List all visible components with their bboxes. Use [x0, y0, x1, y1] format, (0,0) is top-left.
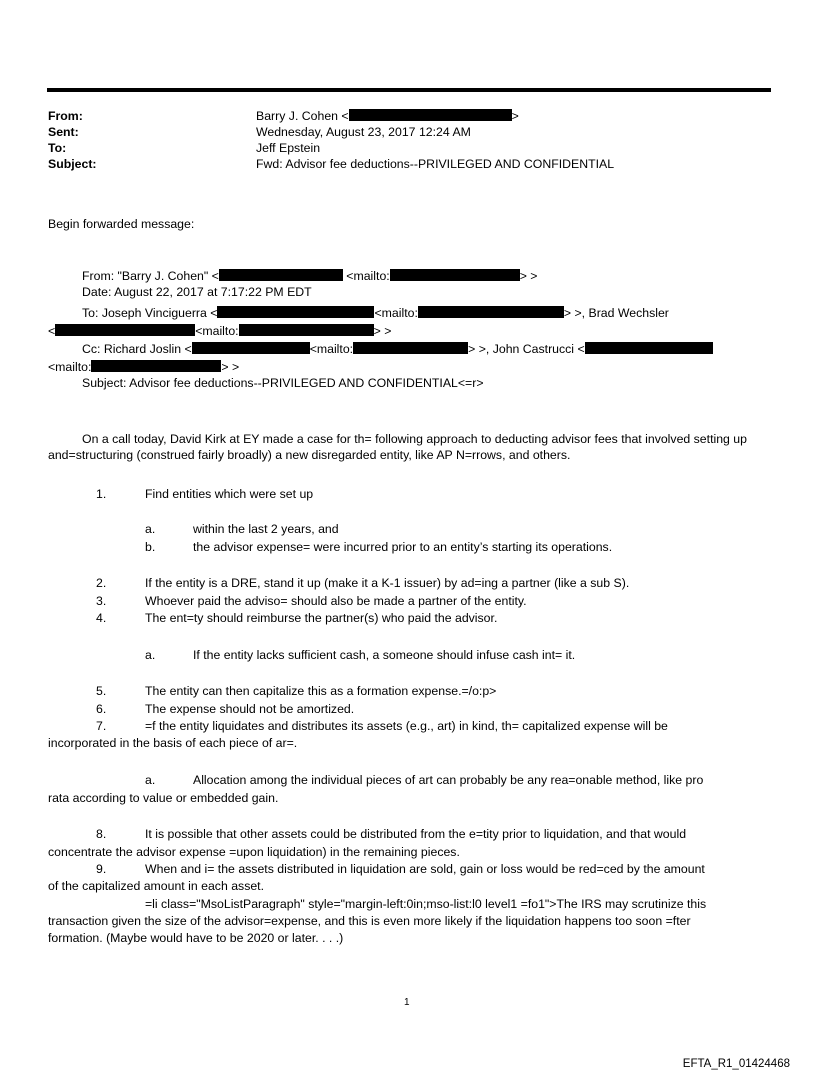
list-item-text: concentrate the advisor expense =upon liquidation) in the remaining pieces.	[48, 845, 460, 859]
list-item-text: The entity can then capitalize this as a formation expense.=/o:p>	[145, 684, 497, 698]
list-item-text: within the last 2 years, and	[193, 522, 339, 536]
list-number: 2.	[96, 576, 107, 590]
fwd-to-cont: < <mailto: > >	[48, 324, 392, 338]
list-number: 9.	[96, 862, 107, 876]
list-item-text: Allocation among the individual pieces of art can probably be any rea=onable method, like pro	[193, 773, 704, 787]
list-item-text: rata according to value or embedded gain.	[48, 791, 279, 805]
fwd-cc-cont: <mailto: > >	[48, 360, 240, 374]
list-item-text: Find entities which were set up	[145, 487, 314, 501]
sent-label: Sent:	[48, 125, 79, 139]
list-item-text: It is possible that other assets could be distributed from the e=tity prior to liquidation, and that would	[145, 827, 687, 841]
list-item-text: formation. (Maybe would have to be 2020 or later. . . .)	[48, 931, 344, 945]
to-label: To:	[48, 141, 67, 155]
subject-label: Subject:	[48, 157, 97, 171]
redaction-bar	[239, 324, 374, 336]
list-number: a.	[145, 648, 156, 662]
from-value: Barry J. Cohen < >	[256, 109, 519, 123]
list-number: 4.	[96, 611, 107, 625]
list-item-text: If the entity lacks sufficient cash, a someone should infuse cash int= it.	[193, 648, 576, 662]
header-rule	[47, 88, 771, 92]
body-paragraph: On a call today, David Kirk at EY made a case for th= following approach to deducting advisor fees that involved setting up and=structuring (construed fairly broadly) a new disregarded entity, like AP N=rrows, and others.	[48, 432, 747, 462]
list-item-text: When and i= the assets distributed in liquidation are sold, gain or loss would be red=ced by the amount	[145, 862, 705, 876]
redaction-bar	[219, 269, 343, 281]
page-number: 1	[404, 997, 410, 1008]
list-item-text: If the entity is a DRE, stand it up (make it a K-1 issuer) by ad=ing a partner (like a sub S).	[145, 576, 630, 590]
list-number: 8.	[96, 827, 107, 841]
list-number: 7.	[96, 719, 107, 733]
redaction-bar	[585, 342, 713, 354]
document-id: EFTA_R1_01424468	[682, 1058, 790, 1070]
redaction-bar	[192, 342, 310, 354]
list-number: 3.	[96, 594, 107, 608]
list-item-text: =li class="MsoListParagraph" style="margin-left:0in;mso-list:l0 level1 =fo1">The IRS may scrutinize this	[145, 897, 707, 911]
to-value: Jeff Epstein	[256, 141, 321, 155]
subject-value: Fwd: Advisor fee deductions--PRIVILEGED AND CONFIDENTIAL	[256, 157, 615, 171]
list-number: a.	[145, 773, 156, 787]
list-number: 6.	[96, 702, 107, 716]
from-label: From:	[48, 109, 83, 123]
list-item-text: incorporated in the basis of each piece of ar=.	[48, 736, 298, 750]
redaction-bar	[55, 324, 195, 336]
fwd-date: Date: August 22, 2017 at 7:17:22 PM EDT	[82, 285, 312, 299]
list-item-text: The ent=ty should reimburse the partner(s) who paid the advisor.	[145, 611, 498, 625]
list-item-text: The expense should not be amortized.	[145, 702, 355, 716]
intro-text: Begin forwarded message:	[48, 217, 195, 231]
redaction-bar	[217, 306, 374, 318]
list-item-text: Whoever paid the adviso= should also be made a partner of the entity.	[145, 594, 527, 608]
fwd-subject: Subject: Advisor fee deductions--PRIVILEGED AND CONFIDENTIAL<=r>	[82, 376, 484, 390]
redaction-bar	[353, 342, 468, 354]
redaction-bar	[91, 360, 221, 372]
list-number: a.	[145, 522, 156, 536]
fwd-cc: Cc: Richard Joslin < <mailto: > >, John Castrucci <	[82, 342, 713, 358]
redaction-bar	[418, 306, 564, 318]
list-number: 5.	[96, 684, 107, 698]
redaction-bar	[349, 109, 512, 121]
list-number: 1.	[96, 487, 107, 501]
fwd-to: To: Joseph Vinciguerra < <mailto: > >, Brad Wechsler	[82, 306, 669, 320]
redaction-bar	[390, 269, 520, 281]
list-item-text: transaction given the size of the advisor=expense, and this is even more likely if the liquidation happens too soon =fter	[48, 914, 691, 928]
list-number: b.	[145, 540, 156, 554]
list-item-text: of the capitalized amount in each asset.	[48, 879, 265, 893]
sent-value: Wednesday, August 23, 2017 12:24 AM	[256, 125, 471, 139]
from-name: Barry J. Cohen <	[256, 109, 349, 123]
fwd-from: From: "Barry J. Cohen" < <mailto: > >	[82, 269, 538, 283]
list-item-text: =f the entity liquidates and distributes its assets (e.g., art) in kind, th= capitalized expense will be	[145, 719, 668, 733]
list-item-text: the advisor expense= were incurred prior to an entity’s starting its operations.	[193, 540, 613, 554]
